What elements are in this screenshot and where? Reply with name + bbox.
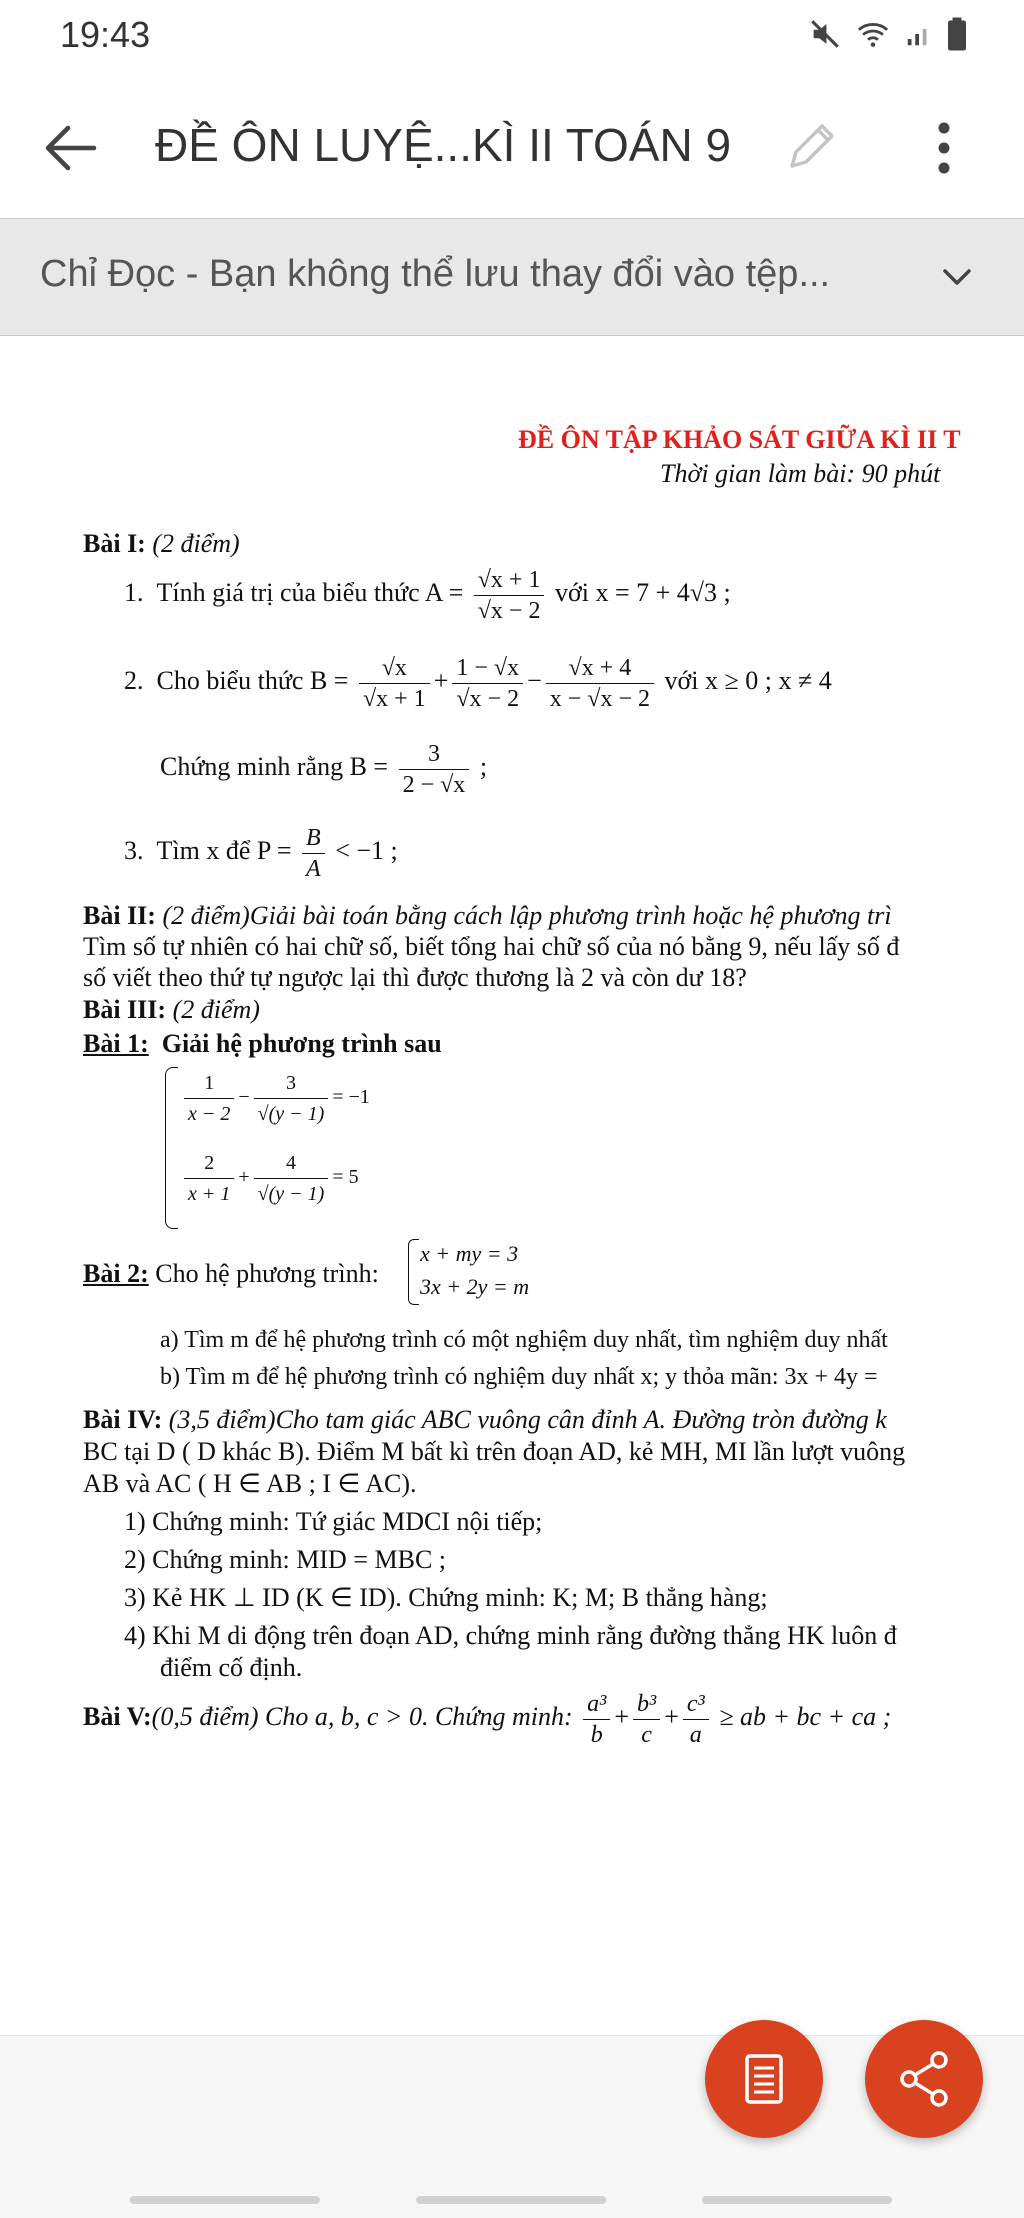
battery-icon — [946, 16, 968, 52]
status-bar — [0, 0, 1024, 76]
system-brace — [165, 1067, 178, 1229]
status-time: 19:43 — [60, 14, 151, 55]
share-button[interactable] — [865, 2020, 983, 2138]
system-1-eq-2: $\frac{2}{x + 1}$ + $\frac{4}{√(y - 1)}$ = 5 — [180, 1147, 359, 1209]
read-only-message: Chỉ Đọc - Bạn không thể lưu thay đổi vào tệp... — [40, 253, 831, 295]
question-2-proof: Chứng minh rằng B = $\frac{3}{2 - √x}$ ; — [160, 740, 488, 798]
nav-back-handle[interactable] — [702, 2196, 892, 2204]
section-4-line-3: AB và AC ( H ∈ AB ; I ∈ AC). — [83, 1469, 417, 1498]
section-3-heading: Bài III: (2 điểm) — [83, 995, 260, 1024]
more-vert-icon — [920, 116, 968, 180]
part-2b: b) Tìm m để hệ phương trình có nghiệm duy nhất x; y thỏa mãn: 3x + 4y = — [160, 1364, 878, 1390]
fraction: $\frac{√x + 1}{√x - 2}$ — [474, 565, 545, 626]
section-4-line-2: BC tại D ( D khác B). Điểm M bất kì trên đoạn AD, kẻ MH, MI lần lượt vuông — [83, 1437, 906, 1466]
system-2-eq-1: x + my = 3 — [420, 1241, 519, 1266]
section-5: Bài V:(0,5 điểm) Cho a, b, c > 0. Chứng minh: $\frac{\text{a³}}{b}$ + $\frac{\text{b³}}{c}$ + $\frac{\text{c³}}{a}$ ≥ ab + bc + ca ; — [83, 1690, 892, 1748]
back-button[interactable] — [38, 116, 102, 180]
status-icons — [808, 16, 968, 52]
share-icon — [865, 2020, 983, 2138]
section-3-part-2: Bài 2: Cho hệ phương trình: — [83, 1259, 379, 1288]
question-1: 1. Tính giá trị của biểu thức A = $\frac{√x + 1}{√x - 2}$ với x = 7 + 4√3 ; — [124, 566, 731, 624]
more-options-button[interactable] — [920, 116, 968, 180]
section-2-line-2: Tìm số tự nhiên có hai chữ số, biết tổng hai chữ số của nó bằng 9, nếu lấy số đ — [83, 932, 900, 961]
notes-icon — [705, 2020, 823, 2138]
notes-button[interactable] — [705, 2020, 823, 2138]
section-4-item-2: 2) Chứng minh: MID = MBC ; — [124, 1545, 447, 1574]
banner-expand-button[interactable] — [935, 255, 979, 299]
chevron-down-icon — [935, 255, 979, 299]
document-title: ĐỀ ÔN LUYỆ...KÌ II TOÁN 9 — [155, 119, 732, 171]
system-1-eq-1: $\frac{1}{x - 2}$ − $\frac{3}{√(y - 1)}$ = −1 — [180, 1067, 370, 1129]
doc-heading: ĐỀ ÔN TẬP KHẢO SÁT GIỮA KÌ II T — [518, 425, 961, 454]
document-page — [0, 335, 1024, 2035]
read-only-banner[interactable] — [0, 218, 1024, 336]
nav-home-handle[interactable] — [416, 2196, 606, 2204]
section-2-heading: Bài II: (2 điểm)Giải bài toán bằng cách lập phương trình hoặc hệ phương trì — [83, 901, 892, 930]
doc-time-line: Thời gian làm bài: 90 phút — [660, 459, 941, 488]
system-2-brace — [408, 1239, 419, 1305]
section-1-heading: Bài I: (2 điểm) — [83, 529, 240, 558]
section-2-line-3: số viết theo thứ tự ngược lại thì được thương là 2 và còn dư 18? — [83, 963, 747, 992]
question-3: 3. Tìm x để P = $\frac{B}{A}$ < −1 ; — [124, 824, 398, 882]
section-4-heading: Bài IV: (3,5 điểm)Cho tam giác ABC vuông cân đỉnh A. Đường tròn đường k — [83, 1405, 887, 1434]
mute-icon — [808, 17, 842, 51]
part-2a: a) Tìm m để hệ phương trình có một nghiệm duy nhất, tìm nghiệm duy nhất — [160, 1327, 888, 1353]
section-4-item-1: 1) Chứng minh: Tứ giác MDCI nội tiếp; — [124, 1507, 543, 1536]
question-2: 2. Cho biểu thức B = $\frac{√x}{√x + 1}$ + $\frac{1 - √x}{√x - 2}$ − $\frac{√x + 4}{x - √x - 2}$ với x ≥ 0 ; x ≠ 4 — [124, 654, 832, 712]
nav-recents-handle[interactable] — [130, 2196, 320, 2204]
back-arrow-icon — [38, 116, 102, 180]
section-3-part-1: Bài 1: Giải hệ phương trình sau — [83, 1029, 442, 1058]
section-4-item-4-cont: điểm cố định. — [160, 1653, 303, 1682]
app-bar — [0, 76, 1024, 218]
edit-button[interactable] — [778, 116, 842, 180]
signal-icon — [904, 17, 934, 51]
section-4-item-4: 4) Khi M di động trên đoạn AD, chứng minh rằng đường thẳng HK luôn đ — [124, 1621, 897, 1650]
pencil-icon — [778, 116, 842, 180]
section-4-item-3: 3) Kẻ HK ⊥ ID (K ∈ ID). Chứng minh: K; M; B thẳng hàng; — [124, 1583, 768, 1612]
system-2-eq-2: 3x + 2y = m — [420, 1274, 530, 1299]
wifi-icon — [854, 17, 892, 51]
